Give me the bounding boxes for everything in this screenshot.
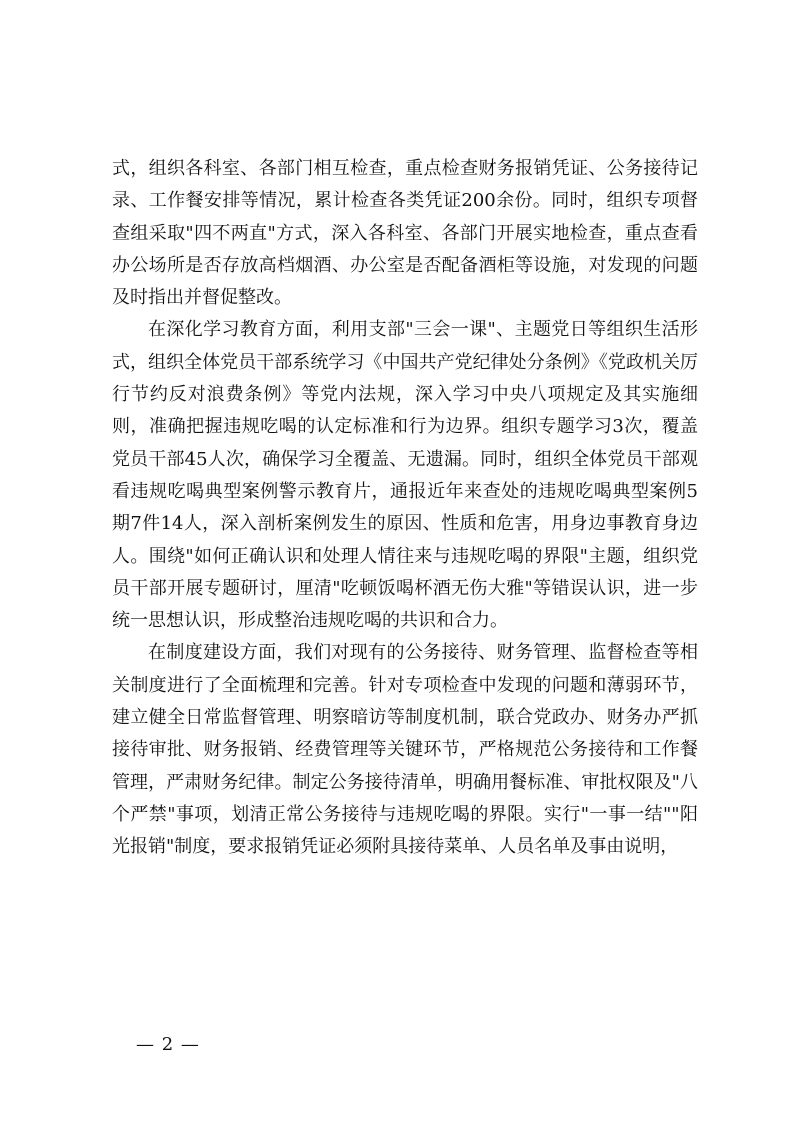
page-number: — 2 — bbox=[136, 1034, 200, 1055]
paragraph-continued-inspection: 式，组织各科室、各部门相互检查，重点检查财务报销凭证、公务接待记录、工作餐安排等情况，累计检查各类凭证200余份。同时，组织专项督查组采取"四不两直"方式，深入各科室、各部门开展实地检查，重点查看办公场所是否存放高档烟酒、办公室是否配备酒柜等设施，对发现的问题及时指出并督促整改。 bbox=[112, 158, 698, 309]
paragraph-study-education: 在深化学习教育方面，利用支部"三会一课"、主题党日等组织生活形式，组织全体党员干部系统学习《中国共产党纪律处分条例》《党政机关厉行节约反对浪费条例》等党内法规，深入学习中央八项规定及其实施细则，准确把握违规吃喝的认定标准和行为边界。组织专题学习3次，覆盖党员干部45人次，确保学习全覆盖、无遗漏。同时，组织全体党员干部观看违规吃喝典型案例警示教育片，通报近年来查处的违规吃喝典型案例5期7件14人，深入剖析案例发生的原因、性质和危害，用身边事教育身边人。围绕"如何正确认识和处理人情往来与违规吃喝的界限"主题，组织党员干部开展专题研讨，厘清"吃顿饭喝杯酒无伤大雅"等错误认识，进一步统一思想认识，形成整治违规吃喝的共识和合力。 bbox=[112, 319, 698, 632]
body-text bbox=[112, 153, 698, 864]
paragraph-system-building: 在制度建设方面，我们对现有的公务接待、财务管理、监督检查等相关制度进行了全面梳理和完善。针对专项检查中发现的问题和薄弱环节，建立健全日常监督管理、明察暗访等制度机制，联合党政办、财务办严抓接待审批、财务报销、经费管理等关键环节，严格规范公务接待和工作餐管理，严肃财务纪律。制定公务接待清单，明确用餐标准、审批权限及"八个严禁"事项，划清正常公务接待与违规吃喝的界限。实行"一事一结""阳光报销"制度，要求报销凭证必须附具接待菜单、人员名单及事由说明， bbox=[112, 642, 698, 858]
